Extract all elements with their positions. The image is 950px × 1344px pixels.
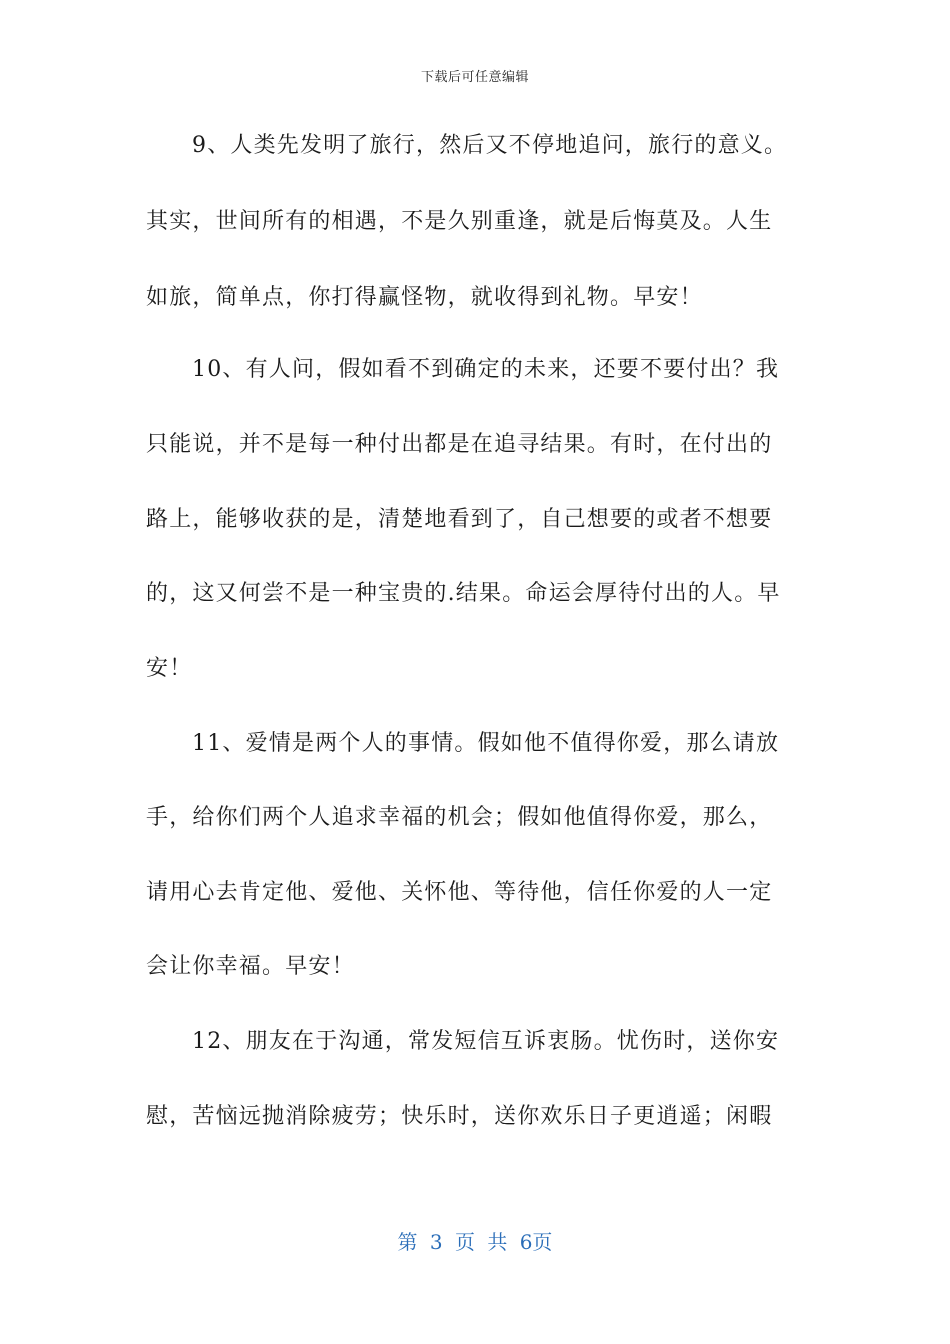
paragraph-11-line-4: 会让你幸福。早安！ [146, 954, 355, 979]
paragraph-11-line-3: 请用心去肯定他、爱他、关怀他、等待他，信任你爱的人一定 [146, 880, 773, 905]
page-header: 下载后可任意编辑 [420, 70, 529, 85]
paragraph-10-line-1: 10、有人问，假如看不到确定的未来，还要不要付出？我 [192, 357, 780, 382]
paragraph-11-line-1: 11、爱情是两个人的事情。假如他不值得你爱，那么请放 [192, 731, 780, 756]
paragraph-9-line-3: 如旅，简单点，你打得赢怪物，就收得到礼物。早安！ [146, 285, 703, 310]
page-number-footer: 第 3 页 共 6页 [397, 1230, 553, 1254]
paragraph-11-line-2: 手，给你们两个人追求幸福的机会；假如他值得你爱，那么， [146, 805, 773, 830]
paragraph-10-line-5: 安！ [146, 656, 193, 681]
paragraph-12-line-1: 12、朋友在于沟通，常发短信互诉衷肠。忧伤时，送你安 [192, 1029, 780, 1054]
paragraph-10-line-3: 路上，能够收获的是，清楚地看到了，自己想要的或者不想要 [146, 507, 773, 532]
paragraph-9-line-1: 9、人类先发明了旅行，然后又不停地追问，旅行的意义。 [192, 133, 788, 158]
paragraph-10-line-4: 的，这又何尝不是一种宝贵的.结果。命运会厚待付出的人。早 [146, 581, 781, 606]
paragraph-9-line-2: 其实，世间所有的相遇，不是久别重逢，就是后悔莫及。人生 [146, 209, 773, 234]
paragraph-12-line-2: 慰，苦恼远抛消除疲劳；快乐时，送你欢乐日子更逍遥；闲暇 [146, 1104, 773, 1129]
paragraph-10-line-2: 只能说，并不是每一种付出都是在追寻结果。有时，在付出的 [146, 432, 773, 457]
